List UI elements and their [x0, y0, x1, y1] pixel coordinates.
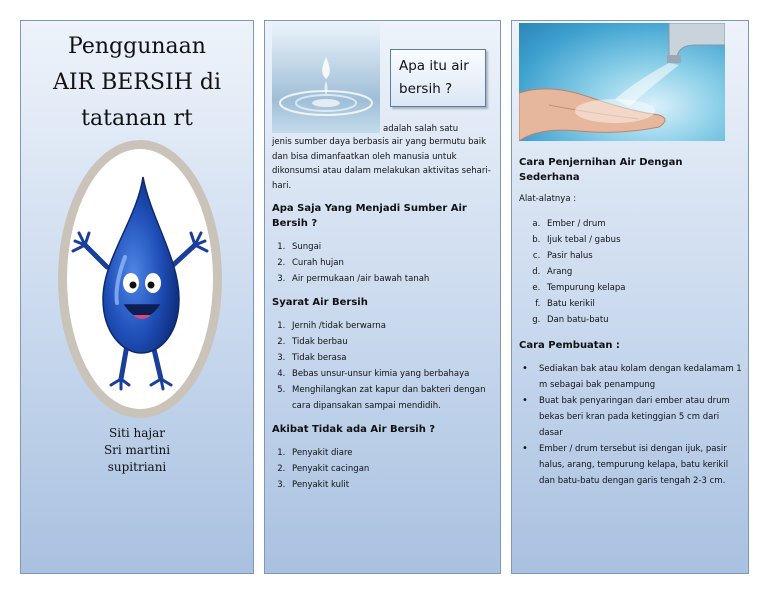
tools-list [543, 216, 745, 328]
faucet-water-photo [519, 23, 725, 141]
list-item: • Buat bak penyaringan dari ember atau drum bekas beri kran pada ketinggian 5 cm dari dasar [533, 393, 745, 441]
callout-line-1: Apa itu air [399, 58, 469, 74]
water-drop-mascot-icon [67, 149, 213, 409]
intro-text: jenis sumber daya berbasis air yang bermutu baik dan bisa dimanfaatkan oleh manusia untuk dikonsumsi atau dalam melakukan aktivitas sehari-hari. [272, 137, 491, 191]
info-panel [264, 20, 501, 574]
purification-panel [511, 20, 749, 574]
mascot-frame [58, 140, 222, 418]
callout-line-2: bersih ? [399, 81, 453, 97]
cover-title-line-3: tatanan rt [81, 106, 193, 131]
list-item: 2. Curah hujan [288, 255, 498, 271]
list-item: 3. Air permukaan /air bawah tanah [288, 271, 498, 287]
list-item: 3. Penyakit kulit [288, 477, 498, 493]
purification-content [519, 155, 745, 489]
list-item: 3. Tidak berasa [288, 350, 498, 366]
author-name: supitriani [107, 460, 167, 474]
steps-heading: Cara Pembuatan : [519, 340, 620, 351]
list-item: b. Ijuk tebal / gabus [543, 232, 745, 248]
list-item: e. Tempurung kelapa [543, 280, 745, 296]
list-item: c. Pasir halus [543, 248, 745, 264]
list-item: 1. Sungai [288, 239, 498, 255]
tools-label: Alat-alatnya : [519, 194, 577, 204]
list-item: 5. Menghilangkan zat kapur dan bakteri dengan cara dipansakan sampai mendidih. [288, 382, 498, 414]
cover-title-line-1: Penggunaan [68, 34, 206, 59]
list-item: • Ember / drum tersebut isi dengan ijuk, pasir halus, arang, tempurung kelapa, batu kerikil dan batu-batu dengan garis tengah 2-3 cm. [533, 441, 745, 489]
author-list [21, 425, 253, 476]
cover-panel [20, 20, 254, 574]
sources-list [288, 239, 498, 287]
effects-list [288, 445, 498, 493]
water-droplet-splash-icon [272, 23, 380, 133]
steps-list [533, 361, 745, 489]
list-item: 2. Penyakit cacingan [288, 461, 498, 477]
water-drop-photo [272, 23, 380, 133]
list-item: 1. Jernih /tidak berwarna [288, 318, 498, 334]
list-item: g. Dan batu-batu [543, 312, 745, 328]
sources-heading: Apa Saja Yang Menjadi Sumber Air Bersih ? [272, 203, 467, 229]
list-item: f. Batu kerikil [543, 296, 745, 312]
cover-title [21, 29, 253, 137]
what-is-clean-water-callout [390, 49, 486, 107]
info-content [272, 201, 498, 501]
list-item: 1. Penyakit diare [288, 445, 498, 461]
list-item: 2. Tidak berbau [288, 334, 498, 350]
cover-title-line-2: AIR BERSIH di [53, 70, 221, 95]
author-name: Siti hajar [108, 426, 166, 440]
intro-lead-text: adalah salah satu [383, 124, 459, 134]
list-item: 4. Bebas unsur-unsur kimia yang berbahaya [288, 366, 498, 382]
list-item: a. Ember / drum [543, 216, 745, 232]
requirements-heading: Syarat Air Bersih [272, 297, 368, 308]
list-item: • Sediakan bak atau kolam dengan kedalamam 1 m sebagai bak penampung [533, 361, 745, 393]
effects-heading: Akibat Tidak ada Air Bersih ? [272, 424, 436, 435]
requirements-list [288, 318, 498, 414]
purification-heading: Cara Penjernihan Air Dengan Sederhana [519, 157, 683, 183]
author-name: Sri martini [103, 443, 171, 457]
faucet-hand-water-icon [519, 23, 725, 141]
list-item: d. Arang [543, 264, 745, 280]
